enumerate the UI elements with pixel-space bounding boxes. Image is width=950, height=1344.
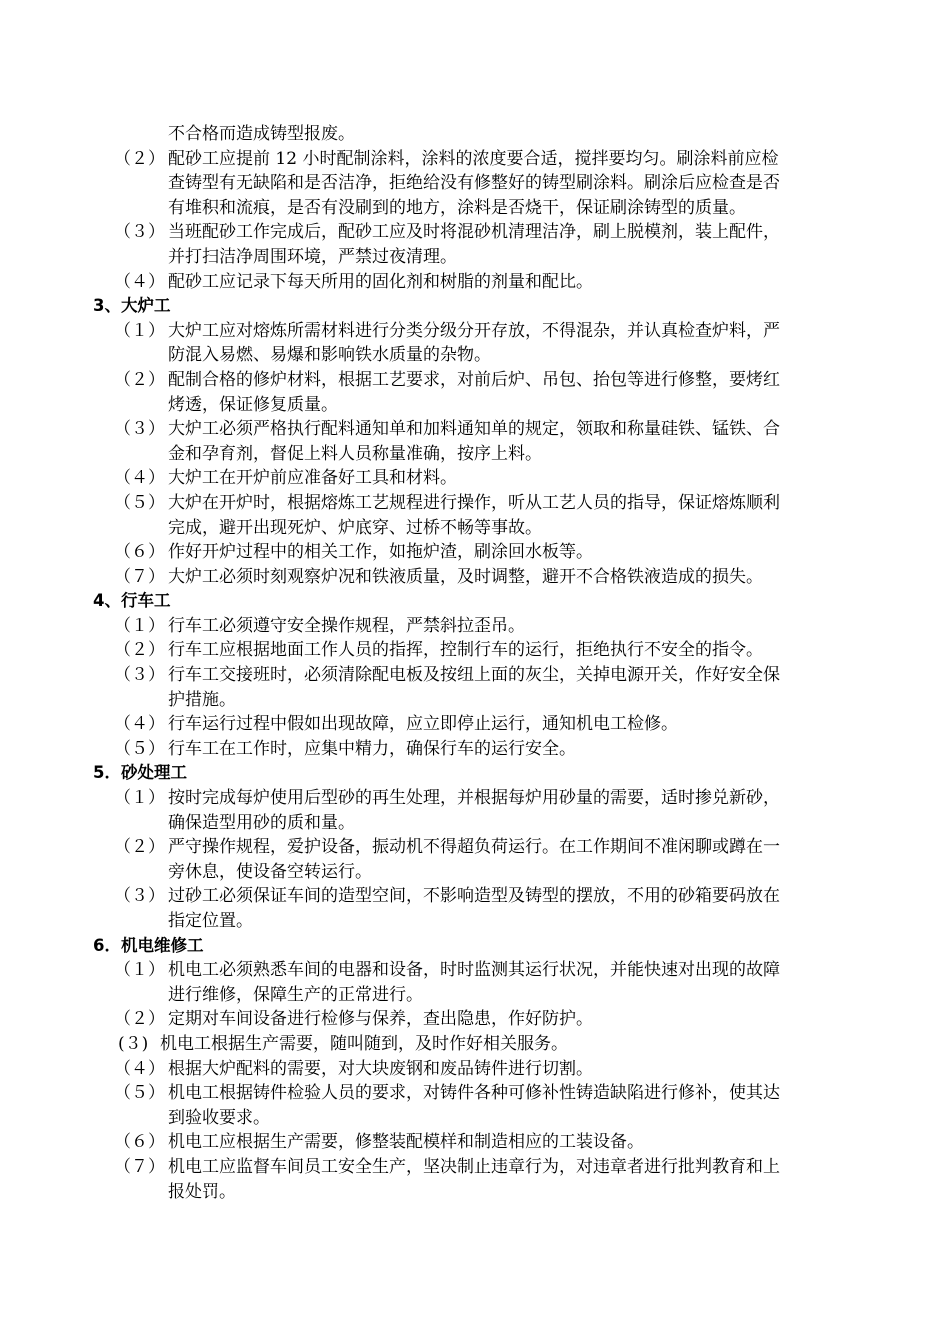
item-number: （１） bbox=[114, 788, 165, 809]
section-heading: 3、大炉工 bbox=[93, 296, 171, 316]
item-number: （７） bbox=[114, 1156, 165, 1177]
item-number: （１） bbox=[114, 320, 165, 341]
list-item bbox=[0, 884, 950, 909]
section-2-items bbox=[0, 147, 950, 295]
item-text: 机电工根据铸件检验人员的要求，对铸件各种可修补性铸造缺陷进行修补，使其达 bbox=[168, 1083, 780, 1104]
item-text: 行车运行过程中假如出现故障，应立即停止运行，通知机电工检修。 bbox=[168, 714, 678, 735]
list-item bbox=[0, 270, 950, 295]
list-item bbox=[0, 466, 950, 491]
item-text: 定期对车间设备进行检修与保养，查出隐患，作好防护。 bbox=[168, 1009, 593, 1030]
item-text-continuation: 指定位置。 bbox=[168, 911, 253, 931]
item-text: 配砂工应记录下每天所用的固化剂和树脂的剂量和配比。 bbox=[168, 271, 593, 292]
item-number: （２） bbox=[114, 369, 165, 390]
item-text-continuation: 确保造型用砂的质和量。 bbox=[168, 812, 355, 833]
list-item bbox=[0, 1155, 950, 1180]
item-text-continuation: 查铸型有无缺陷和是否洁净，拒绝给没有修整好的铸型刷涂料。刷涂后应检查是否 bbox=[168, 173, 780, 194]
list-item bbox=[0, 958, 950, 983]
item-text: 行车工在工作时，应集中精力，确保行车的运行安全。 bbox=[168, 738, 576, 759]
item-text: 行车工必须遵守安全操作规程，严禁斜拉歪吊。 bbox=[168, 615, 525, 636]
item-text: 按时完成每炉使用后型砂的再生处理，并根据每炉用砂量的需要，适时掺兑新砂， bbox=[168, 788, 780, 809]
item-number: （４） bbox=[114, 468, 165, 489]
item-number: （５） bbox=[114, 1083, 165, 1104]
section-heading: 6．机电维修工 bbox=[93, 935, 204, 955]
list-item bbox=[0, 417, 950, 442]
item-number: （６） bbox=[114, 1132, 165, 1153]
item-number: （３） bbox=[114, 665, 165, 686]
item-text-continuation: 金和孕育剂，督促上料人员称量准确，按序上料。 bbox=[168, 443, 542, 464]
list-item bbox=[0, 491, 950, 516]
item-number: （２） bbox=[114, 837, 165, 858]
item-text: 配制合格的修炉材料，根据工艺要求，对前后炉、吊包、抬包等进行修整，要烤红 bbox=[168, 369, 780, 390]
list-item bbox=[0, 1032, 950, 1057]
list-item bbox=[0, 147, 950, 172]
item-text: 行车工交接班时，必须清除配电板及按纽上面的灰尘，关掉电源开关，作好安全保 bbox=[168, 665, 780, 686]
sections bbox=[0, 294, 950, 1204]
list-item bbox=[0, 319, 950, 344]
item-text: 机电工必须熟悉车间的电器和设备，时时监测其运行状况，并能快速对出现的故障 bbox=[168, 960, 780, 981]
item-number: （３） bbox=[114, 886, 165, 907]
item-text: 大炉在开炉时，根据熔炼工艺规程进行操作，听从工艺人员的指导，保证熔炼顺利 bbox=[168, 492, 780, 513]
list-item bbox=[0, 835, 950, 860]
list-item bbox=[0, 737, 950, 762]
item-number: （３） bbox=[114, 419, 165, 440]
item-text: 配砂工应提前 12 小时配制涂料，涂料的浓度要合适，搅拌要均匀。刷涂料前应检 bbox=[168, 148, 779, 169]
list-item bbox=[0, 638, 950, 663]
item-text: 根据大炉配料的需要，对大块废钢和废品铸件进行切割。 bbox=[168, 1058, 593, 1079]
item-number: （５） bbox=[114, 492, 165, 513]
item-text-continuation: 护措施。 bbox=[168, 689, 236, 710]
item-text-continuation: 防混入易燃、易爆和影响铁水质量的杂物。 bbox=[168, 345, 491, 366]
item-number: （４） bbox=[114, 271, 165, 292]
item-text: 机电工应监督车间员工安全生产，坚决制止违章行为，对违章者进行批判教育和上 bbox=[168, 1156, 780, 1177]
item-number: （７） bbox=[114, 566, 165, 587]
item-number: （５） bbox=[114, 738, 165, 759]
item-number: (３) bbox=[118, 1033, 149, 1054]
item-text-continuation: 到验收要求。 bbox=[168, 1107, 270, 1128]
item-text: 过砂工必须保证车间的造型空间，不影响造型及铸型的摆放，不用的砂箱要码放在 bbox=[168, 886, 780, 907]
item-text-continuation: 并打扫洁净周围环境，严禁过夜清理。 bbox=[168, 246, 457, 267]
item-text: 大炉工必须严格执行配料通知单和加料通知单的规定，领取和称量硅铁、锰铁、合 bbox=[168, 419, 780, 440]
item-text-continuation: 有堆积和流痕，是否有没刷到的地方，涂料是否烧干，保证刷涂铸型的质量。 bbox=[168, 197, 746, 218]
list-item bbox=[0, 786, 950, 811]
list-item bbox=[0, 540, 950, 565]
item-text: 严守操作规程，爱护设备，振动机不得超负荷运行。在工作期间不准闲聊或蹲在一 bbox=[168, 837, 780, 858]
item-text-continuation: 旁休息，使设备空转运行。 bbox=[168, 861, 372, 882]
list-item bbox=[0, 220, 950, 245]
list-item bbox=[0, 712, 950, 737]
item-text-continuation: 进行维修，保障生产的正常进行。 bbox=[168, 984, 423, 1005]
list-item bbox=[0, 1130, 950, 1155]
section-heading: 4、行车工 bbox=[93, 591, 171, 611]
item-text: 机电工根据生产需要，随叫随到，及时作好相关服务。 bbox=[160, 1033, 568, 1054]
document-body bbox=[0, 122, 950, 1204]
item-number: （６） bbox=[114, 542, 165, 563]
item-text: 作好开炉过程中的相关工作，如拖炉渣，刷涂回水板等。 bbox=[168, 542, 593, 563]
list-item bbox=[0, 565, 950, 590]
item-number: （３） bbox=[114, 222, 165, 243]
item-number: （４） bbox=[114, 714, 165, 735]
list-item bbox=[0, 663, 950, 688]
item-text: 大炉工必须时刻观察炉况和铁液质量，及时调整，避开不合格铁液造成的损失。 bbox=[168, 566, 763, 587]
list-item bbox=[0, 1057, 950, 1082]
section-heading: 5．砂处理工 bbox=[93, 763, 187, 783]
item-number: （２） bbox=[114, 1009, 165, 1030]
item-number: （１） bbox=[114, 615, 165, 636]
item-number: （２） bbox=[114, 148, 165, 169]
item-text-continuation: 烤透，保证修复质量。 bbox=[168, 394, 338, 415]
list-item bbox=[0, 614, 950, 639]
item-number: （１） bbox=[114, 960, 165, 981]
intro-continuation: 不合格而造成铸型报废。 bbox=[168, 124, 355, 144]
list-item bbox=[0, 368, 950, 393]
item-text-continuation: 完成，避开出现死炉、炉底穿、过桥不畅等事故。 bbox=[168, 517, 542, 538]
item-text: 机电工应根据生产需要，修整装配模样和制造相应的工装设备。 bbox=[168, 1132, 644, 1153]
list-item bbox=[0, 1007, 950, 1032]
item-text-continuation: 报处罚。 bbox=[168, 1181, 236, 1202]
item-text: 当班配砂工作完成后，配砂工应及时将混砂机清理洁净，刷上脱模剂，装上配件， bbox=[168, 222, 780, 243]
item-text: 大炉工在开炉前应准备好工具和材料。 bbox=[168, 468, 457, 489]
list-item bbox=[0, 1081, 950, 1106]
item-text: 行车工应根据地面工作人员的指挥，控制行车的运行，拒绝执行不安全的指令。 bbox=[168, 640, 763, 661]
item-number: （４） bbox=[114, 1058, 165, 1079]
item-number: （２） bbox=[114, 640, 165, 661]
item-text: 大炉工应对熔炼所需材料进行分类分级分开存放，不得混杂，并认真检查炉料，严 bbox=[168, 320, 780, 341]
